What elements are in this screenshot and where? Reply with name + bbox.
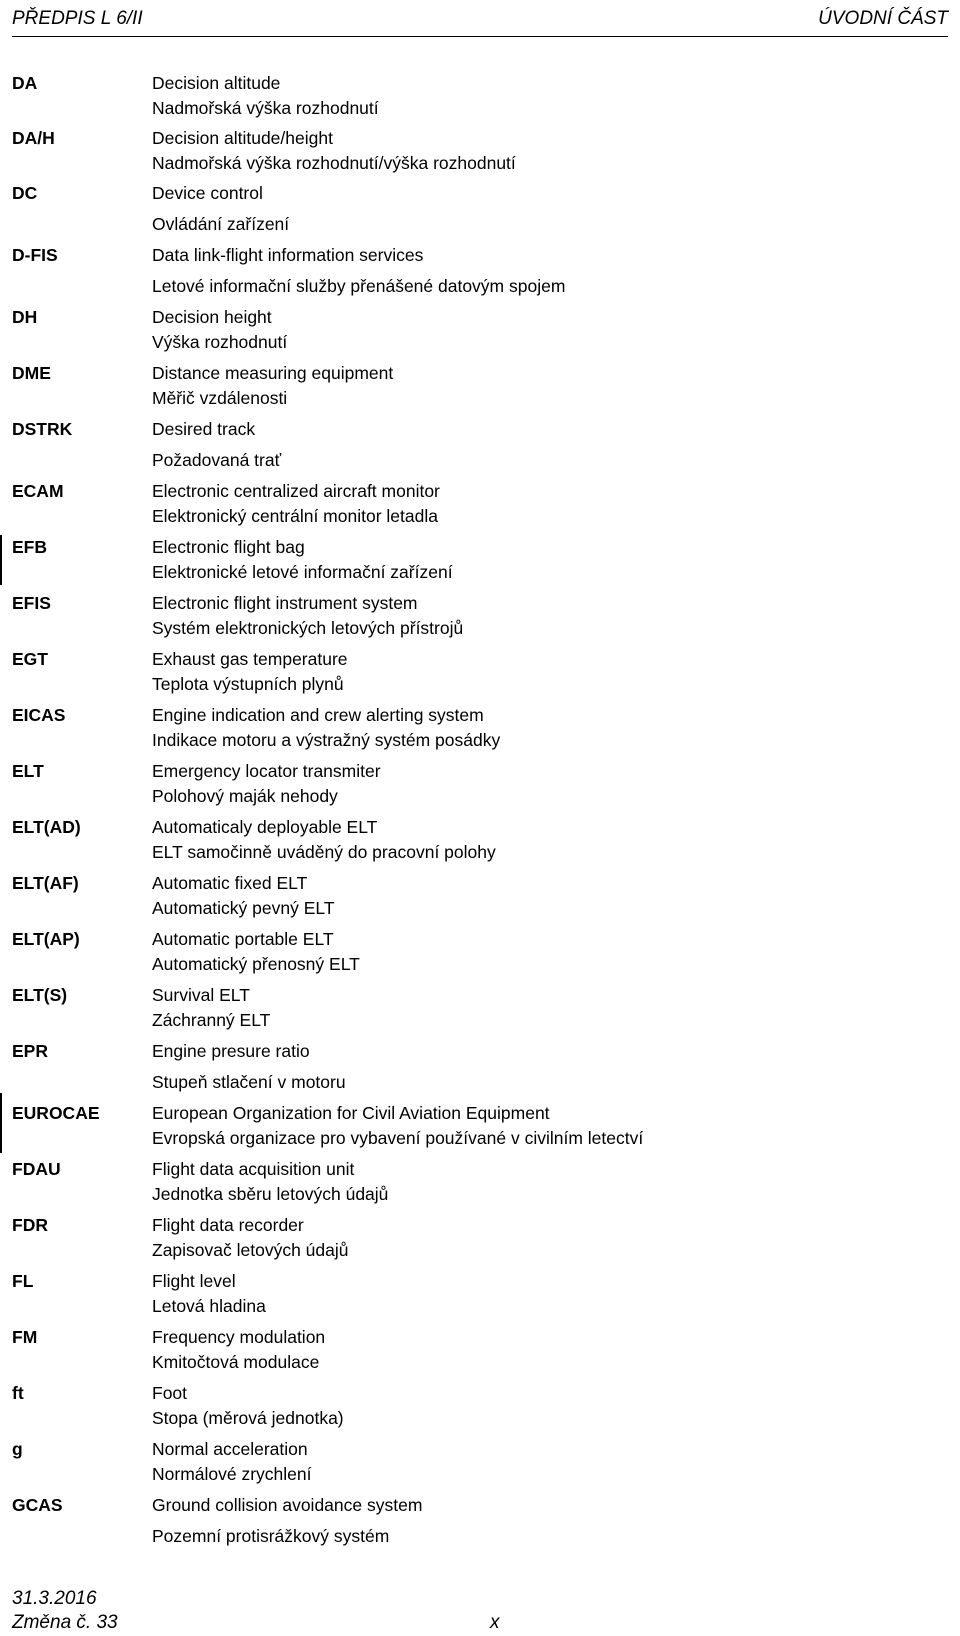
definition-en: European Organization for Civil Aviation Equipment bbox=[152, 1103, 550, 1123]
definition-cs: Indikace motoru a výstražný systém posádky bbox=[152, 730, 501, 750]
page-number: x bbox=[490, 1612, 500, 1633]
definition-cs: Polohový maják nehody bbox=[152, 786, 338, 806]
definition-cs: Elektronický centrální monitor letadla bbox=[152, 506, 438, 526]
definition-cs: Automatický pevný ELT bbox=[152, 898, 335, 918]
abbreviation: EICAS bbox=[12, 705, 66, 725]
definition-en: Frequency modulation bbox=[152, 1327, 326, 1347]
definition-cs: Systém elektronických letových přístrojů bbox=[152, 618, 464, 638]
definition-cs: Teplota výstupních plynů bbox=[152, 674, 344, 694]
abbreviation: EFB bbox=[12, 537, 47, 557]
abbreviation: EUROCAE bbox=[12, 1103, 100, 1123]
definition-en: Decision height bbox=[152, 307, 272, 327]
definition-cs: Stopa (měrová jednotka) bbox=[152, 1408, 344, 1428]
abbreviation: D-FIS bbox=[12, 245, 58, 265]
definition-en: Flight level bbox=[152, 1271, 236, 1291]
abbreviation: GCAS bbox=[12, 1495, 63, 1515]
amendment-number: Změna č. 33 bbox=[12, 1612, 118, 1633]
definition-cs: Letová hladina bbox=[152, 1296, 266, 1316]
page-header bbox=[12, 4, 948, 32]
definition-en: Decision altitude bbox=[152, 73, 281, 93]
abbreviation: DH bbox=[12, 307, 38, 327]
definition-cs: Automatický přenosný ELT bbox=[152, 954, 360, 974]
header-rule bbox=[12, 36, 948, 37]
abbreviation: EPR bbox=[12, 1041, 48, 1061]
definition-en: Desired track bbox=[152, 419, 256, 439]
abbreviation: ELT(AP) bbox=[12, 929, 80, 949]
abbreviation: DA bbox=[12, 73, 38, 93]
definition-cs: Nadmořská výška rozhodnutí bbox=[152, 98, 379, 118]
definition-cs: Letové informační služby přenášené datovým spojem bbox=[152, 276, 566, 296]
definition-en: Foot bbox=[152, 1383, 188, 1403]
abbreviation: ECAM bbox=[12, 481, 64, 501]
abbreviation: ELT(AD) bbox=[12, 817, 81, 837]
definition-cs: Stupeň stlačení v motoru bbox=[152, 1072, 346, 1092]
definition-en: Flight data acquisition unit bbox=[152, 1159, 355, 1179]
abbreviation: ELT(AF) bbox=[12, 873, 79, 893]
definition-en: Decision altitude/height bbox=[152, 128, 333, 148]
definition-cs: ELT samočinně uváděný do pracovní polohy bbox=[152, 842, 496, 862]
definition-en: Engine indication and crew alerting system bbox=[152, 705, 484, 725]
definition-en: Normal acceleration bbox=[152, 1439, 308, 1459]
definition-en: Automaticaly deployable ELT bbox=[152, 817, 378, 837]
definition-en: Ground collision avoidance system bbox=[152, 1495, 423, 1515]
abbreviation: FDR bbox=[12, 1215, 48, 1235]
abbreviation: FDAU bbox=[12, 1159, 61, 1179]
abbreviation: DSTRK bbox=[12, 419, 73, 439]
definition-cs: Záchranný ELT bbox=[152, 1010, 271, 1030]
definition-en: Flight data recorder bbox=[152, 1215, 304, 1235]
page-footer bbox=[12, 1570, 948, 1636]
abbreviation: FL bbox=[12, 1271, 34, 1291]
abbreviation: EGT bbox=[12, 649, 48, 669]
change-bar bbox=[0, 1093, 2, 1153]
definition-en: Device control bbox=[152, 183, 263, 203]
abbreviation: DC bbox=[12, 183, 38, 203]
abbreviation: ft bbox=[12, 1383, 24, 1403]
abbreviation: ELT bbox=[12, 761, 44, 781]
definition-cs: Nadmořská výška rozhodnutí/výška rozhodnutí bbox=[152, 153, 516, 173]
definition-cs: Měřič vzdálenosti bbox=[152, 388, 288, 408]
definition-en: Electronic flight bag bbox=[152, 537, 305, 557]
definition-en: Automatic fixed ELT bbox=[152, 873, 308, 893]
abbreviation: g bbox=[12, 1439, 23, 1459]
definition-cs: Ovládání zařízení bbox=[152, 214, 290, 234]
definition-en: Engine presure ratio bbox=[152, 1041, 310, 1061]
abbreviation: FM bbox=[12, 1327, 38, 1347]
definition-cs: Jednotka sběru letových údajů bbox=[152, 1184, 389, 1204]
definition-en: Electronic centralized aircraft monitor bbox=[152, 481, 440, 501]
definition-cs: Kmitočtová modulace bbox=[152, 1352, 320, 1372]
definition-en: Distance measuring equipment bbox=[152, 363, 394, 383]
regulation-title: PŘEDPIS L 6/II bbox=[12, 8, 143, 29]
definition-cs: Pozemní protisrážkový systém bbox=[152, 1526, 390, 1546]
definition-cs: Normálové zrychlení bbox=[152, 1464, 312, 1484]
definition-cs: Elektronické letové informační zařízení bbox=[152, 562, 453, 582]
abbreviation: EFIS bbox=[12, 593, 51, 613]
abbreviation: DME bbox=[12, 363, 51, 383]
change-bar bbox=[0, 535, 2, 585]
abbreviation: DA/H bbox=[12, 128, 55, 148]
definition-en: Data link-flight information services bbox=[152, 245, 424, 265]
definition-cs: Zapisovač letových údajů bbox=[152, 1240, 349, 1260]
definition-en: Electronic flight instrument system bbox=[152, 593, 418, 613]
issue-date: 31.3.2016 bbox=[12, 1588, 97, 1609]
definition-en: Automatic portable ELT bbox=[152, 929, 334, 949]
section-title: ÚVODNÍ ČÁST bbox=[818, 8, 948, 29]
abbreviation: ELT(S) bbox=[12, 985, 68, 1005]
definition-en: Survival ELT bbox=[152, 985, 250, 1005]
definition-en: Emergency locator transmiter bbox=[152, 761, 381, 781]
definition-cs: Výška rozhodnutí bbox=[152, 332, 288, 352]
definition-cs: Požadovaná trať bbox=[152, 450, 282, 470]
definition-en: Exhaust gas temperature bbox=[152, 649, 348, 669]
definition-cs: Evropská organizace pro vybavení používané v civilním letectví bbox=[152, 1128, 644, 1148]
